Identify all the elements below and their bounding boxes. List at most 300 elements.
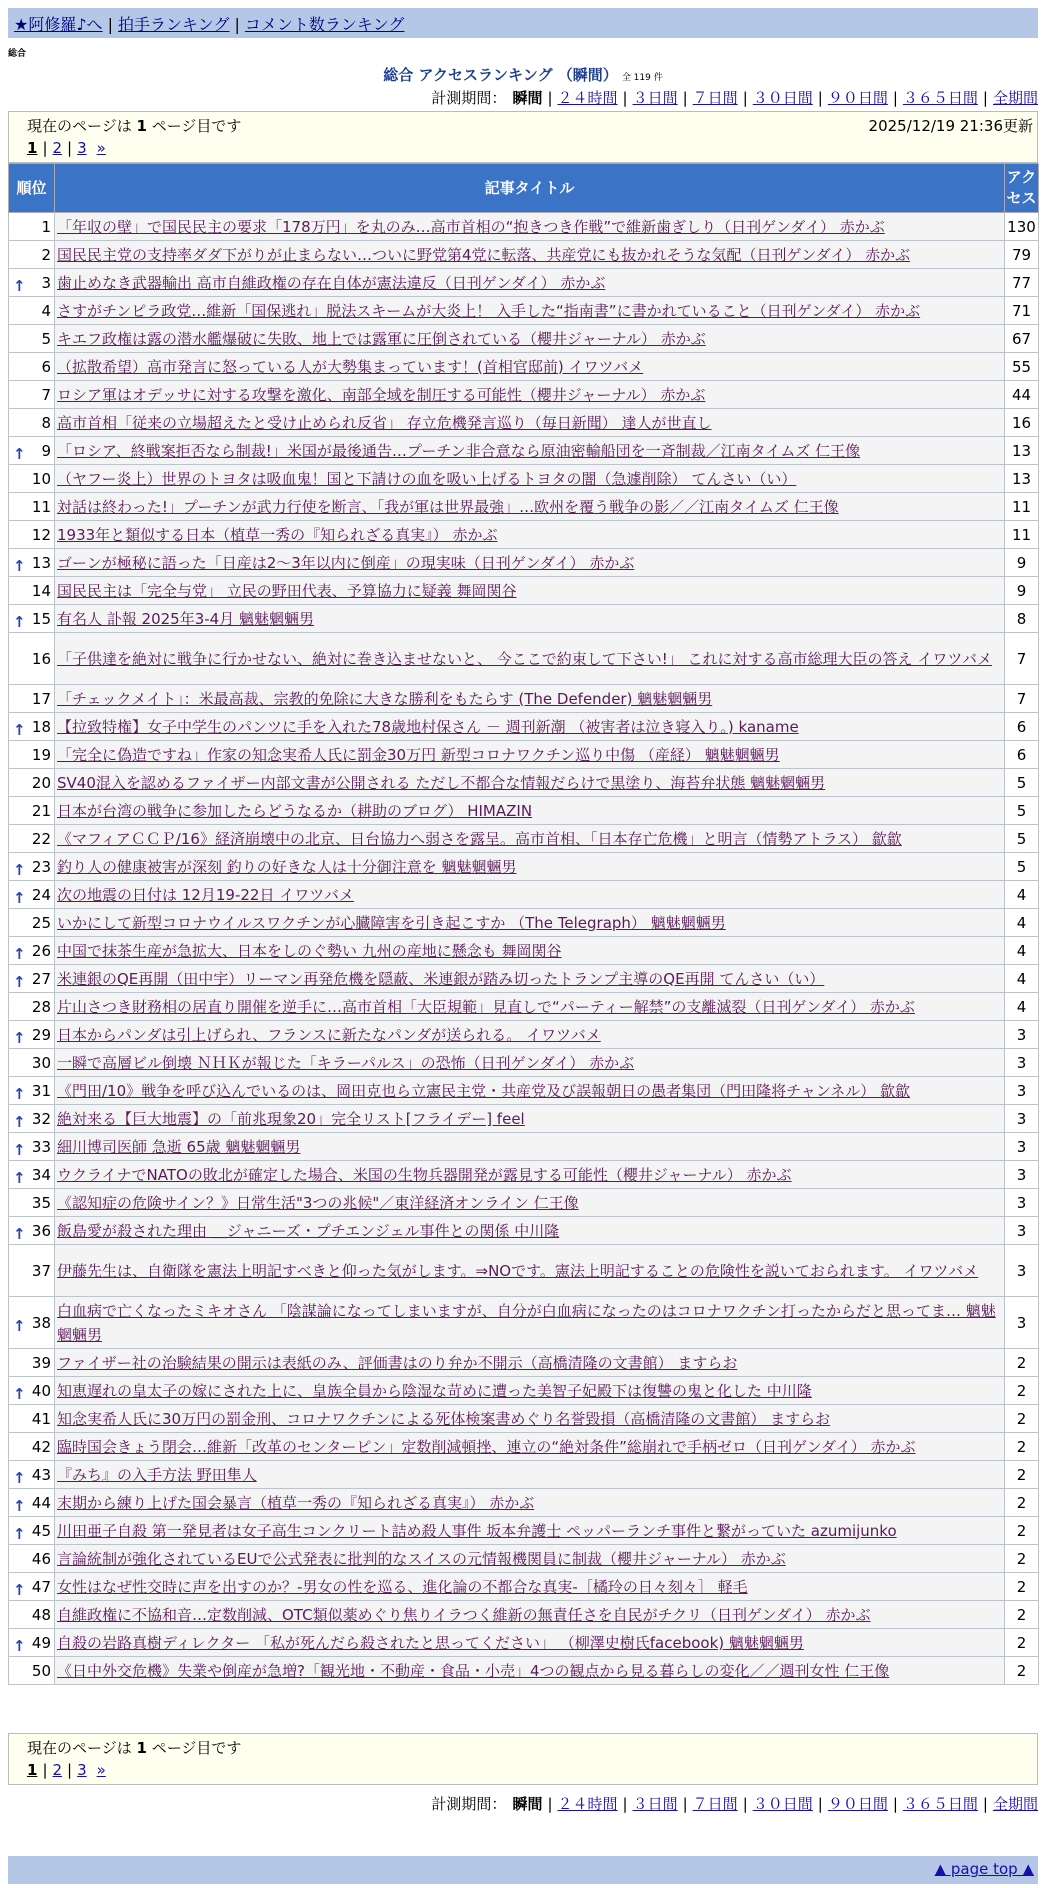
table-row bbox=[9, 465, 1039, 493]
access-count: 3 bbox=[1005, 1049, 1039, 1077]
rank-cell bbox=[9, 465, 55, 493]
table-row bbox=[9, 1657, 1039, 1685]
pager-page-2[interactable]: 2 bbox=[52, 139, 63, 157]
rank-cell bbox=[9, 741, 55, 769]
access-count: 2 bbox=[1005, 1461, 1039, 1489]
title-cell bbox=[55, 741, 1005, 769]
rank-number: 30 bbox=[31, 1053, 51, 1072]
access-count: 3 bbox=[1005, 1245, 1039, 1297]
rank-up-arrow-icon: ↑ bbox=[13, 612, 26, 631]
article-link[interactable]: 川田亜子自殺 第一発見者は女子高生コンクリート詰め殺人事件 坂本弁護士 ペッパーランチ事件と繋がっていた azumijunko bbox=[57, 1521, 897, 1540]
article-link[interactable]: 女性はなぜ性交時に声を出すのか？-男女の性を巡る、進化論の不都合な真実-［橘玲の日々刻々］ 軽毛 bbox=[57, 1577, 748, 1596]
title-cell bbox=[55, 1405, 1005, 1433]
rank-number: 50 bbox=[31, 1661, 51, 1680]
table-row bbox=[9, 1349, 1039, 1377]
comment-ranking-link[interactable]: コメント数ランキング bbox=[244, 15, 405, 34]
access-count: 4 bbox=[1005, 965, 1039, 993]
period-link-90d[interactable]: ９０日間 bbox=[827, 1795, 888, 1813]
pager-page-2[interactable]: 2 bbox=[52, 1761, 63, 1779]
table-row bbox=[9, 325, 1039, 353]
rank-cell bbox=[9, 1245, 55, 1297]
rank-number: 31 bbox=[31, 1081, 51, 1100]
period-link-365d[interactable]: ３６５日間 bbox=[902, 1795, 978, 1813]
rank-number: 1 bbox=[41, 217, 51, 236]
title-cell bbox=[55, 1601, 1005, 1629]
article-link[interactable]: 言論統制が強化されているEUで公式発表に批判的なスイスの元情報機関員に制裁（櫻井ジャーナル） 赤かぶ bbox=[57, 1549, 786, 1568]
page-info-bottom bbox=[8, 1733, 1038, 1785]
rank-cell bbox=[9, 633, 55, 685]
col-header-rank: 順位 bbox=[9, 164, 55, 213]
col-header-title: 記事タイトル bbox=[55, 164, 1005, 213]
table-row bbox=[9, 1077, 1039, 1105]
title-cell bbox=[55, 685, 1005, 713]
article-link[interactable]: いかにして新型コロナウイルスワクチンが心臓障害を引き起こすか （The Telegraph） 魑魅魍魎男 bbox=[57, 913, 726, 932]
article-link[interactable]: 自殺の岩路真樹ディレクター 「私が死んだら殺されたと思ってください」 （柳澤史樹氏facebook) 魑魅魍魎男 bbox=[57, 1633, 804, 1652]
title-cell bbox=[55, 213, 1005, 241]
access-count: 77 bbox=[1005, 269, 1039, 297]
current-page-text bbox=[27, 115, 241, 136]
article-link[interactable]: 「完全に偽造ですね」作家の知念実希人氏に罰金30万円 新型コロナワクチン巡り中傷 （産経） 魑魅魍魎男 bbox=[57, 745, 780, 764]
rank-cell bbox=[9, 909, 55, 937]
rank-number: 29 bbox=[31, 1025, 51, 1044]
period-link-365d[interactable]: ３６５日間 bbox=[902, 89, 978, 107]
rank-number: 37 bbox=[31, 1261, 51, 1280]
rank-cell bbox=[9, 521, 55, 549]
title-cell bbox=[55, 1629, 1005, 1657]
title-cell bbox=[55, 549, 1005, 577]
home-link[interactable]: ★阿修羅♪へ bbox=[14, 15, 103, 34]
access-count: 2 bbox=[1005, 1629, 1039, 1657]
title-cell bbox=[55, 1049, 1005, 1077]
period-link-all[interactable]: 全期間 bbox=[992, 1795, 1038, 1813]
rank-number: 20 bbox=[31, 773, 51, 792]
title-cell bbox=[55, 409, 1005, 437]
rank-cell bbox=[9, 325, 55, 353]
access-count: 67 bbox=[1005, 325, 1039, 353]
category-tag: 総合 bbox=[8, 49, 27, 59]
article-link[interactable]: 歯止めなき武器輸出 高市自維政権の存在自体が憲法違反（日刊ゲンダイ） 赤かぶ bbox=[57, 273, 606, 292]
rank-number: 2 bbox=[41, 245, 51, 264]
table-row bbox=[9, 1161, 1039, 1189]
access-count: 8 bbox=[1005, 605, 1039, 633]
title-cell bbox=[55, 1377, 1005, 1405]
table-row bbox=[9, 797, 1039, 825]
period-link-30d[interactable]: ３０日間 bbox=[752, 1795, 813, 1813]
article-link[interactable]: 高市首相「従来の立場超えたと受け止められ反省」 存立危機発言巡り（毎日新聞） 達人が世直し bbox=[57, 413, 712, 432]
article-link[interactable]: 「チェックメイト」：米最高裁、宗教的免除に大きな勝利をもたらす (The Defender) 魑魅魍魎男 bbox=[57, 689, 713, 708]
rank-cell bbox=[9, 297, 55, 325]
article-link[interactable]: 細川博司医師 急逝 65歳 魑魅魍魎男 bbox=[57, 1137, 301, 1156]
page-top-link[interactable]: ▲ page top ▲ bbox=[934, 1860, 1034, 1878]
rank-up-arrow-icon: ↑ bbox=[13, 444, 26, 463]
rank-cell bbox=[9, 1657, 55, 1685]
access-count: 11 bbox=[1005, 521, 1039, 549]
rank-cell bbox=[9, 1405, 55, 1433]
rank-number: 19 bbox=[31, 745, 51, 764]
rank-cell bbox=[9, 605, 55, 633]
rank-cell bbox=[9, 797, 55, 825]
access-count: 2 bbox=[1005, 1657, 1039, 1685]
access-count: 2 bbox=[1005, 1545, 1039, 1573]
article-link[interactable]: 釣り人の健康被害が深刻 釣りの好きな人は十分御注意を 魑魅魍魎男 bbox=[57, 857, 517, 876]
article-link[interactable]: 飯島愛が殺された理由 ＿ジャニーズ・プチエンジェル事件との関係 中川隆 bbox=[57, 1221, 560, 1240]
access-count: 130 bbox=[1005, 213, 1039, 241]
rank-cell bbox=[9, 577, 55, 605]
period-link-3d[interactable]: ３日間 bbox=[632, 89, 678, 107]
title-cell bbox=[55, 825, 1005, 853]
rank-number: 17 bbox=[31, 689, 51, 708]
rank-number: 21 bbox=[31, 801, 51, 820]
title-cell bbox=[55, 269, 1005, 297]
rank-number: 42 bbox=[31, 1437, 51, 1456]
rank-cell bbox=[9, 1349, 55, 1377]
rank-number: 26 bbox=[31, 941, 51, 960]
rank-number: 47 bbox=[31, 1577, 51, 1596]
period-link-7d[interactable]: ７日間 bbox=[692, 1795, 738, 1813]
title-cell bbox=[55, 465, 1005, 493]
rank-up-arrow-icon: ↑ bbox=[13, 1580, 26, 1599]
page-text-suffix: ページ目です bbox=[151, 1739, 242, 1757]
access-count: 6 bbox=[1005, 741, 1039, 769]
period-selector-bottom: 計測期間： 瞬間 | ２４時間 | ３日間 | ７日間 | ３０日間 | ９０日間 | ３６５日間 | 全期間 bbox=[431, 1795, 1038, 1813]
access-count: 2 bbox=[1005, 1489, 1039, 1517]
rank-number: 10 bbox=[31, 469, 51, 488]
rank-number: 13 bbox=[31, 553, 51, 572]
article-link[interactable]: 末期から練り上げた国会暴言（植草一秀の『知られざる真実』） 赤かぶ bbox=[57, 1493, 535, 1512]
rank-number: 40 bbox=[31, 1381, 51, 1400]
table-row bbox=[9, 1021, 1039, 1049]
title-cell bbox=[55, 437, 1005, 465]
table-row bbox=[9, 633, 1039, 685]
article-link[interactable]: 白血病で亡くなったミキオさん 「陰謀論になってしまいますが、自分が白血病になったのはコロナワクチン打ったからだと思ってま… 魑魅魍魎男 bbox=[57, 1301, 996, 1344]
table-row bbox=[9, 965, 1039, 993]
rank-cell bbox=[9, 1573, 55, 1601]
updated-timestamp: 2025/12/19 21:36更新 bbox=[868, 117, 1033, 135]
article-link[interactable]: 知念実希人氏に30万円の罰金刑、コロナワクチンによる死体検案書めぐり名誉毀損（高橋清隆の文書館） ますらお bbox=[57, 1409, 831, 1428]
table-row bbox=[9, 909, 1039, 937]
access-count: 5 bbox=[1005, 769, 1039, 797]
rank-number: 5 bbox=[41, 329, 51, 348]
pager-next[interactable]: » bbox=[96, 1761, 106, 1779]
access-count: 2 bbox=[1005, 1349, 1039, 1377]
rank-cell bbox=[9, 381, 55, 409]
article-link[interactable]: ロシア軍はオデッサに対する攻撃を激化、南部全域を制圧する可能性（櫻井ジャーナル） 赤かぶ bbox=[57, 385, 706, 404]
rank-cell bbox=[9, 269, 55, 297]
rank-cell bbox=[9, 713, 55, 741]
title-cell bbox=[55, 605, 1005, 633]
article-link[interactable]: ゴーンが極秘に語った「日産は2～3年以内に倒産」の現実味（日刊ゲンダイ） 赤かぶ bbox=[57, 553, 635, 572]
title-cell bbox=[55, 241, 1005, 269]
article-link[interactable]: 次の地震の日付は 12月19-22日 イワツバメ bbox=[57, 885, 354, 904]
rank-number: 4 bbox=[41, 301, 51, 320]
title-cell bbox=[55, 713, 1005, 741]
article-link[interactable]: 片山さつき財務相の居直り開催を逆手に…高市首相「大臣規範」見直しで“パーティー解禁”の支離滅裂（日刊ゲンダイ） 赤かぶ bbox=[57, 997, 915, 1016]
table-row bbox=[9, 241, 1039, 269]
rank-cell bbox=[9, 1049, 55, 1077]
article-link[interactable]: 一瞬で高層ビル倒壊 ＮＨＫが報じた「キラーパルス」の恐怖（日刊ゲンダイ） 赤かぶ bbox=[57, 1053, 635, 1072]
rank-cell bbox=[9, 1629, 55, 1657]
article-link[interactable]: 1933年と類似する日本（植草一秀の『知られざる真実』） 赤かぶ bbox=[57, 525, 498, 544]
table-row bbox=[9, 605, 1039, 633]
rank-cell bbox=[9, 1517, 55, 1545]
access-count: 4 bbox=[1005, 993, 1039, 1021]
rank-cell bbox=[9, 1489, 55, 1517]
article-link[interactable]: さすがチンピラ政党…維新「国保逃れ」脱法スキームが大炎上！ 入手した“指南書”に書かれていること（日刊ゲンダイ） 赤かぶ bbox=[57, 301, 921, 320]
period-link-30d[interactable]: ３０日間 bbox=[752, 89, 813, 107]
title-cell bbox=[55, 1217, 1005, 1245]
title-cell bbox=[55, 1077, 1005, 1105]
period-label: 計測期間： bbox=[431, 89, 507, 107]
article-link[interactable]: 《日中外交危機》失業や倒産が急増?「観光地・不動産・食品・小売」4つの観点から見る暮らしの変化／／週刊女性 仁王像 bbox=[57, 1661, 890, 1680]
table-row bbox=[9, 1245, 1039, 1297]
article-link[interactable]: （ヤフー炎上）世界のトヨタは吸血鬼！国と下請けの血を吸い上げるトヨタの闇（急遽削除） てんさい（い） bbox=[57, 469, 797, 488]
applause-ranking-link[interactable]: 拍手ランキング bbox=[117, 15, 230, 34]
pager-top: 1 | 2 | 3 » bbox=[27, 139, 106, 157]
title-cell bbox=[55, 521, 1005, 549]
rank-up-arrow-icon: ↑ bbox=[13, 556, 26, 575]
title-cell bbox=[55, 909, 1005, 937]
ranking-body bbox=[9, 213, 1039, 1685]
rank-number: 12 bbox=[31, 525, 51, 544]
article-link[interactable]: 「年収の壁」で国民民主の要求「178万円」を丸のみ…高市首相の“抱きつき作戦”で維新歯ぎしり（日刊ゲンダイ） 赤かぶ bbox=[57, 217, 885, 236]
pager-next[interactable]: » bbox=[96, 139, 106, 157]
rank-number: 28 bbox=[31, 997, 51, 1016]
title-cell bbox=[55, 1245, 1005, 1297]
title-cell bbox=[55, 381, 1005, 409]
access-count: 2 bbox=[1005, 1405, 1039, 1433]
rank-number: 22 bbox=[31, 829, 51, 848]
title-cell bbox=[55, 937, 1005, 965]
title-cell bbox=[55, 993, 1005, 1021]
rank-up-arrow-icon: ↑ bbox=[13, 1084, 26, 1103]
access-count: 2 bbox=[1005, 1377, 1039, 1405]
access-count: 3 bbox=[1005, 1133, 1039, 1161]
rank-up-arrow-icon: ↑ bbox=[13, 276, 26, 295]
table-row bbox=[9, 1517, 1039, 1545]
rank-cell bbox=[9, 1133, 55, 1161]
title-cell bbox=[55, 1517, 1005, 1545]
footer-bar bbox=[8, 1856, 1038, 1884]
table-row bbox=[9, 713, 1039, 741]
access-count: 3 bbox=[1005, 1189, 1039, 1217]
title-cell bbox=[55, 493, 1005, 521]
table-row bbox=[9, 825, 1039, 853]
rank-cell bbox=[9, 409, 55, 437]
access-count: 4 bbox=[1005, 937, 1039, 965]
title-cell bbox=[55, 797, 1005, 825]
article-link[interactable]: 国民民主は「完全与党」 立民の野田代表、予算協力に疑義 舞岡関谷 bbox=[57, 581, 517, 600]
total-count: 全 119 件 bbox=[621, 73, 663, 83]
rank-up-arrow-icon: ↑ bbox=[13, 1384, 26, 1403]
article-link[interactable]: 《認知症の危険サイン？》日常生活"3つの兆候"／東洋経済オンライン 仁王像 bbox=[57, 1193, 579, 1212]
period-link-all[interactable]: 全期間 bbox=[992, 89, 1038, 107]
page-title: 総合 アクセスランキング （瞬間） bbox=[383, 66, 618, 84]
rank-number: 11 bbox=[31, 497, 51, 516]
article-link[interactable]: 臨時国会きょう閉会…維新「改革のセンターピン」定数削減頓挫、連立の“絶対条件”総崩れで手柄ゼロ（日刊ゲンダイ） 赤かぶ bbox=[57, 1437, 916, 1456]
rank-number: 14 bbox=[31, 581, 51, 600]
title-cell bbox=[55, 1297, 1005, 1349]
access-count: 13 bbox=[1005, 465, 1039, 493]
period-current: 瞬間 bbox=[512, 89, 543, 107]
period-link-90d[interactable]: ９０日間 bbox=[827, 89, 888, 107]
table-row bbox=[9, 937, 1039, 965]
rank-up-arrow-icon: ↑ bbox=[13, 888, 26, 907]
rank-cell bbox=[9, 937, 55, 965]
table-row bbox=[9, 1601, 1039, 1629]
table-row bbox=[9, 1133, 1039, 1161]
rank-up-arrow-icon: ↑ bbox=[13, 944, 26, 963]
rank-cell bbox=[9, 1377, 55, 1405]
rank-number: 34 bbox=[31, 1165, 51, 1184]
article-link[interactable]: 【拉致特権】女子中学生のパンツに手を入れた78歳地村保さん － 週刊新潮 （被害者は泣き寝入り。) kaname bbox=[57, 717, 799, 736]
rank-up-arrow-icon: ↑ bbox=[13, 1028, 26, 1047]
table-row bbox=[9, 1049, 1039, 1077]
access-count: 2 bbox=[1005, 1433, 1039, 1461]
pager-page-3[interactable]: 3 bbox=[77, 1761, 87, 1779]
table-row bbox=[9, 437, 1039, 465]
rank-number: 44 bbox=[31, 1493, 51, 1512]
rank-up-arrow-icon: ↑ bbox=[13, 1636, 26, 1655]
nav-separator: | bbox=[107, 15, 113, 34]
article-link[interactable]: ウクライナでNATOの敗北が確定した場合、米国の生物兵器開発が露見する可能性（櫻井ジャーナル） 赤かぶ bbox=[57, 1165, 792, 1184]
article-link[interactable]: 米連銀のQE再開（田中宇）リーマン再発危機を隠蔽、米連銀が踏み切ったトランプ主導のQE再開 てんさい（い） bbox=[57, 969, 825, 988]
rank-cell bbox=[9, 1161, 55, 1189]
article-link[interactable]: ファイザー社の治験結果の開示は表紙のみ、評価書はのり弁か不開示（高橋清隆の文書館） ますらお bbox=[57, 1353, 738, 1372]
pager-page-3[interactable]: 3 bbox=[77, 139, 87, 157]
table-row bbox=[9, 769, 1039, 797]
article-link[interactable]: 『みち』の入手方法 野田隼人 bbox=[57, 1465, 257, 1484]
nav-separator: | bbox=[234, 15, 240, 34]
rank-number: 39 bbox=[31, 1353, 51, 1372]
title-cell bbox=[55, 1573, 1005, 1601]
pager-page-1[interactable]: 1 bbox=[27, 139, 38, 157]
table-row bbox=[9, 269, 1039, 297]
access-count: 5 bbox=[1005, 797, 1039, 825]
table-row bbox=[9, 993, 1039, 1021]
rank-number: 27 bbox=[31, 969, 51, 988]
article-link[interactable]: 《マフィアＣＣＰ/16》経済崩壊中の北京、日台協力へ弱さを露呈。高市首相、「日本存亡危機」と明言（情勢アトラス） 歙歙 bbox=[57, 829, 902, 848]
table-row bbox=[9, 213, 1039, 241]
page-number: 1 bbox=[136, 1739, 147, 1757]
rank-cell bbox=[9, 1297, 55, 1349]
rank-up-arrow-icon: ↑ bbox=[13, 1316, 26, 1335]
title-cell bbox=[55, 297, 1005, 325]
article-link[interactable]: 知恵遅れの皇太子の嫁にされた上に、皇族全員から陰湿な苛めに遭った美智子妃殿下は復讐の鬼と化した 中川隆 bbox=[57, 1381, 812, 1400]
rank-number: 33 bbox=[31, 1137, 51, 1156]
page-text-prefix: 現在のページは bbox=[27, 1739, 132, 1757]
table-row bbox=[9, 381, 1039, 409]
article-link[interactable]: 「子供達を絶対に戦争に行かせない、絶対に巻き込ませないと、 今ここで約束して下さい!」 これに対する高市総理大臣の答え イワツバメ bbox=[57, 649, 993, 668]
article-link[interactable]: 日本からパンダは引上げられ、フランスに新たなパンダが送られる。 イワツバメ bbox=[57, 1025, 601, 1044]
table-row bbox=[9, 1377, 1039, 1405]
article-link[interactable]: 有名人 訃報 2025年3-4月 魑魅魍魎男 bbox=[57, 609, 314, 628]
title-cell bbox=[55, 1161, 1005, 1189]
access-count: 3 bbox=[1005, 1021, 1039, 1049]
rank-number: 8 bbox=[41, 413, 51, 432]
access-count: 3 bbox=[1005, 1077, 1039, 1105]
table-row bbox=[9, 493, 1039, 521]
article-link[interactable]: 「ロシア、終戦案拒否なら制裁!」米国が最後通告…プーチン非合意なら原油密輸船団を一斉制裁／江南タイムズ 仁王像 bbox=[57, 441, 861, 460]
rank-cell bbox=[9, 1461, 55, 1489]
rank-cell bbox=[9, 353, 55, 381]
title-cell bbox=[55, 965, 1005, 993]
article-link[interactable]: 絶対来る【巨大地震】の「前兆現象20」完全リスト[フライデー] feel bbox=[57, 1109, 525, 1128]
rank-up-arrow-icon: ↑ bbox=[13, 1140, 26, 1159]
article-link[interactable]: 日本が台湾の戦争に参加したらどうなるか（耕助のブログ） HIMAZIN bbox=[57, 801, 533, 820]
access-count: 3 bbox=[1005, 1217, 1039, 1245]
article-link[interactable]: キエフ政権は露の潜水艦爆破に失敗、地上では露軍に圧倒されている（櫻井ジャーナル） 赤かぶ bbox=[57, 329, 706, 348]
article-link[interactable]: 《門田/10》戦争を呼び込んでいるのは、岡田克也ら立憲民主党・共産党及び誤報朝日の愚者集団（門田隆将チャンネル） 歙歙 bbox=[57, 1081, 911, 1100]
access-count: 6 bbox=[1005, 713, 1039, 741]
top-nav-bar bbox=[8, 8, 1038, 38]
article-link[interactable]: 自維政権に不協和音…定数削減、OTC類似薬めぐり焦りイラつく維新の無責任さを自民がチクリ（日刊ゲンダイ） 赤かぶ bbox=[57, 1605, 871, 1624]
access-count: 7 bbox=[1005, 633, 1039, 685]
access-count: 13 bbox=[1005, 437, 1039, 465]
rank-cell bbox=[9, 825, 55, 853]
rank-cell bbox=[9, 1021, 55, 1049]
article-link[interactable]: （拡散希望）高市発言に怒っている人が大勢集まっています！(首相官邸前) イワツバメ bbox=[57, 357, 644, 376]
rank-cell bbox=[9, 1433, 55, 1461]
rank-cell bbox=[9, 965, 55, 993]
rank-number: 38 bbox=[31, 1313, 51, 1332]
rank-number: 43 bbox=[31, 1465, 51, 1484]
rank-cell bbox=[9, 853, 55, 881]
period-link-3d[interactable]: ３日間 bbox=[632, 1795, 678, 1813]
title-cell bbox=[55, 1489, 1005, 1517]
title-cell bbox=[55, 1189, 1005, 1217]
article-link[interactable]: 国民民主党の支持率ダダ下がりが止まらない…ついに野党第4党に転落、共産党にも抜かれそうな気配（日刊ゲンダイ） 赤かぶ bbox=[57, 245, 911, 264]
title-cell bbox=[55, 1657, 1005, 1685]
rank-cell bbox=[9, 493, 55, 521]
period-link-7d[interactable]: ７日間 bbox=[692, 89, 738, 107]
period-link-24h[interactable]: ２４時間 bbox=[557, 1795, 618, 1813]
access-count: 71 bbox=[1005, 297, 1039, 325]
article-link[interactable]: 中国で抹茶生産が急拡大、日本をしのぐ勢い 九州の産地に懸念も 舞岡関谷 bbox=[57, 941, 562, 960]
article-link[interactable]: SV40混入を認めるファイザー内部文書が公開される ただし不都合な情報だらけで黒塗り、海苔弁状態 魑魅魍魎男 bbox=[57, 773, 826, 792]
access-count: 79 bbox=[1005, 241, 1039, 269]
page-text-suffix: ページ目です bbox=[151, 117, 242, 135]
rank-up-arrow-icon: ↑ bbox=[13, 720, 26, 739]
period-link-24h[interactable]: ２４時間 bbox=[557, 89, 618, 107]
access-count: 44 bbox=[1005, 381, 1039, 409]
table-row bbox=[9, 353, 1039, 381]
access-count: 9 bbox=[1005, 577, 1039, 605]
rank-number: 36 bbox=[31, 1221, 51, 1240]
title-cell bbox=[55, 1433, 1005, 1461]
table-row bbox=[9, 685, 1039, 713]
article-link[interactable]: 対話は終わった!」プーチンが武力行使を断言、「我が軍は世界最強」…欧州を覆う戦争の影／／江南タイムズ 仁王像 bbox=[57, 497, 839, 516]
table-row bbox=[9, 741, 1039, 769]
rank-up-arrow-icon: ↑ bbox=[13, 1112, 26, 1131]
period-selector-top: 計測期間： 瞬間 | ２４時間 | ３日間 | ７日間 | ３０日間 | ９０日間 | ３６５日間 | 全期間 bbox=[431, 89, 1038, 107]
pager-page-1[interactable]: 1 bbox=[27, 1761, 38, 1779]
rank-cell bbox=[9, 1189, 55, 1217]
rank-up-arrow-icon: ↑ bbox=[13, 1524, 26, 1543]
rank-number: 46 bbox=[31, 1549, 51, 1568]
rank-cell bbox=[9, 241, 55, 269]
rank-number: 49 bbox=[31, 1633, 51, 1652]
page-text-prefix: 現在のページは bbox=[27, 117, 132, 135]
rank-number: 9 bbox=[41, 441, 51, 460]
rank-number: 32 bbox=[31, 1109, 51, 1128]
access-count: 11 bbox=[1005, 493, 1039, 521]
title-cell bbox=[55, 1133, 1005, 1161]
access-count: 3 bbox=[1005, 1161, 1039, 1189]
rank-cell bbox=[9, 1105, 55, 1133]
rank-number: 45 bbox=[31, 1521, 51, 1540]
title-cell bbox=[55, 1545, 1005, 1573]
article-link[interactable]: 伊藤先生は、自衛隊を憲法上明記すべきと仰った気がします。⇒NOです。憲法上明記することの危険性を説いておられます。 イワツバメ bbox=[57, 1261, 979, 1280]
